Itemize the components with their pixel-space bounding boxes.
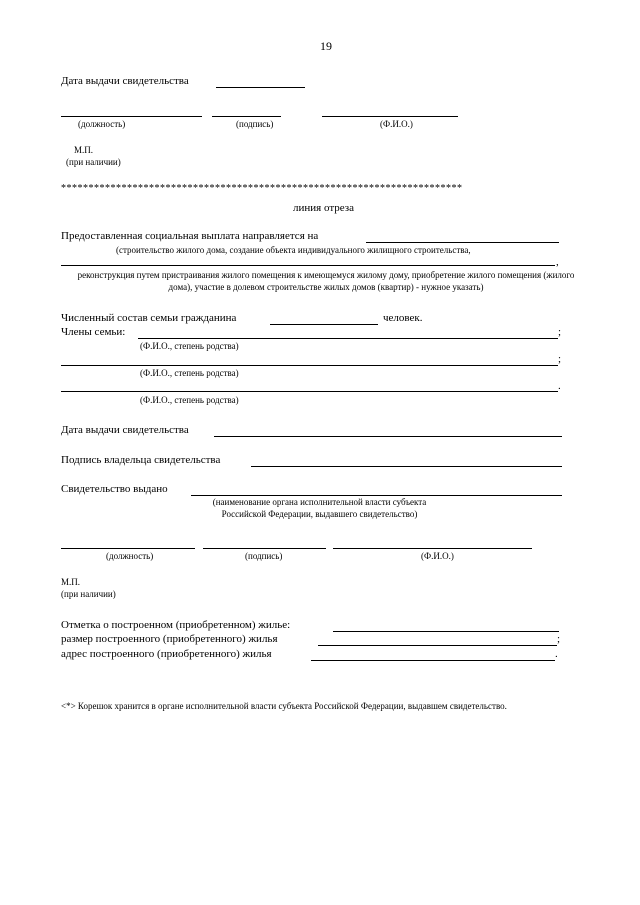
bottom-stamp-label: М.П. <box>61 577 81 587</box>
payment-target-field[interactable] <box>366 242 559 243</box>
housing-size-end: ; <box>557 633 561 645</box>
stamp-label: М.П. <box>74 145 94 155</box>
cut-line-label: линия отреза <box>293 202 354 214</box>
family-member-caption-1: (Ф.И.О., степень родства) <box>140 341 239 351</box>
housing-note-label: Отметка о построенном (приобретенном) жилье: <box>61 619 291 631</box>
signature-field[interactable] <box>212 116 281 117</box>
housing-size-label: размер построенного (приобретенного) жилья <box>61 633 278 645</box>
bottom-issue-date-label: Дата выдачи свидетельства <box>61 424 189 436</box>
family-count-label: Численный состав семьи гражданина <box>61 312 237 324</box>
issued-by-caption-2: Российской Федерации, выдавшего свидетельство) <box>221 509 418 519</box>
housing-address-end: . <box>555 648 558 660</box>
bottom-stamp-note: (при наличии) <box>61 589 116 599</box>
fio-field[interactable] <box>322 116 458 117</box>
payment-caption-1: (строительство жилого дома, создание объекта индивидуального жилищного строительства, <box>116 245 471 255</box>
family-member-end-3: . <box>558 380 561 392</box>
housing-note-field[interactable] <box>333 631 559 632</box>
position-caption: (должность) <box>78 119 126 129</box>
family-member-field-2[interactable] <box>61 365 558 366</box>
bottom-issue-date-field[interactable] <box>214 436 562 437</box>
payment-line-end: , <box>556 256 559 268</box>
signature-caption: (подпись) <box>236 119 274 129</box>
bottom-signature-caption: (подпись) <box>245 551 283 561</box>
family-member-field-1[interactable] <box>138 338 558 339</box>
issued-by-label: Свидетельство выдано <box>61 483 168 495</box>
housing-address-field[interactable] <box>311 660 555 661</box>
family-count-field[interactable] <box>270 324 378 325</box>
bottom-fio-field[interactable] <box>333 548 532 549</box>
family-member-end-1: ; <box>558 326 562 338</box>
owner-signature-label: Подпись владельца свидетельства <box>61 454 221 466</box>
issued-by-field[interactable] <box>191 495 562 496</box>
page-number: 19 <box>320 39 332 53</box>
housing-address-label: адрес построенного (приобретенного) жилья <box>61 648 272 660</box>
family-count-unit: человек. <box>383 312 423 324</box>
issue-date-field[interactable] <box>216 87 305 88</box>
bottom-fio-caption: (Ф.И.О.) <box>421 551 454 561</box>
family-member-caption-3: (Ф.И.О., степень родства) <box>140 395 239 405</box>
family-member-caption-2: (Ф.И.О., степень родства) <box>140 368 239 378</box>
stamp-note: (при наличии) <box>66 157 121 167</box>
family-member-field-3[interactable] <box>61 391 558 392</box>
payment-target-field-2[interactable] <box>61 265 555 266</box>
footnote: <*> Корешок хранится в органе исполнительной власти субъекта Российской Федерации, выдавшем свидетельство. <box>61 701 507 711</box>
issue-date-label: Дата выдачи свидетельства <box>61 75 189 87</box>
stars-separator: ************************************************************************* <box>61 183 463 194</box>
payment-caption-2: реконструкция путем пристраивания жилого помещения к имеющемуся жилому дому, приобретение жилого помещения (жилого дома), участие в долевом строительстве жилых домов (квартир) - нужное указать) <box>77 270 575 292</box>
housing-size-field[interactable] <box>318 645 557 646</box>
bottom-signature-field[interactable] <box>203 548 326 549</box>
bottom-position-caption: (должность) <box>106 551 154 561</box>
fio-caption: (Ф.И.О.) <box>380 119 413 129</box>
family-members-label: Члены семьи: <box>61 326 126 338</box>
family-member-end-2: ; <box>558 353 562 365</box>
owner-signature-field[interactable] <box>251 466 562 467</box>
position-field[interactable] <box>61 116 202 117</box>
bottom-position-field[interactable] <box>61 548 195 549</box>
issued-by-caption-1: (наименование органа исполнительной власти субъекта <box>212 497 427 507</box>
payment-label: Предоставленная социальная выплата направляется на <box>61 230 319 242</box>
